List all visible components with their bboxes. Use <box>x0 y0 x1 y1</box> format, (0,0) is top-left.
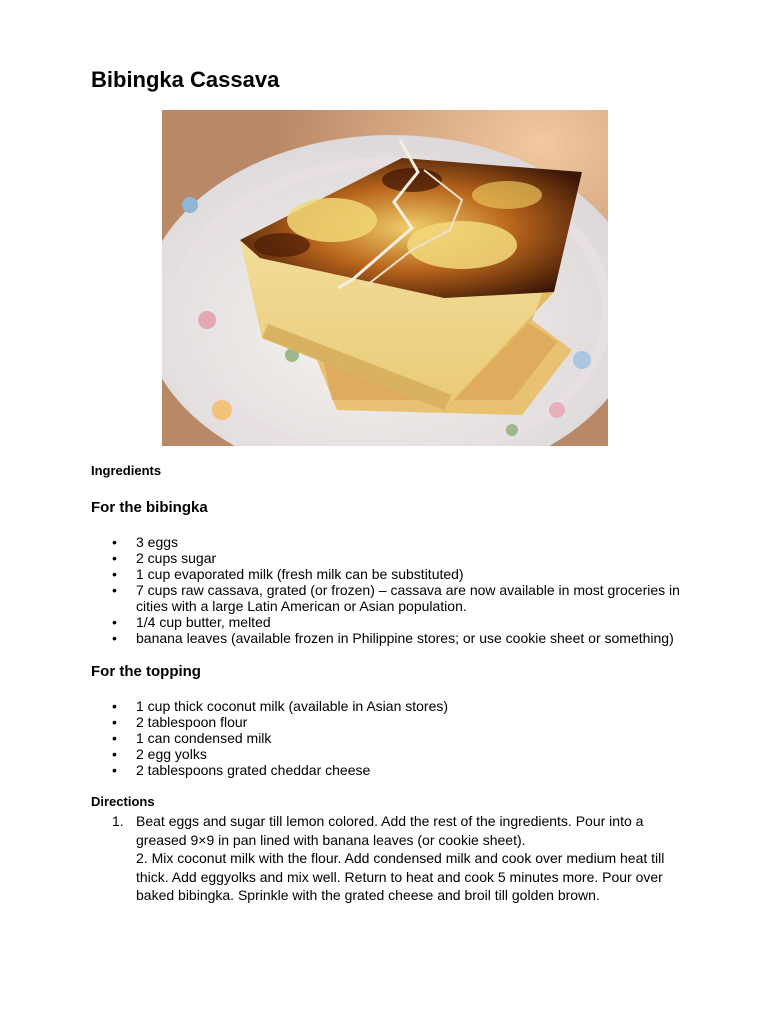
list-item: • 2 egg yolks <box>112 746 702 762</box>
list-item: • 1 cup thick coconut milk (available in Asian stores) <box>112 698 702 714</box>
list-item: • 2 cups sugar <box>112 550 702 566</box>
bibingka-photo <box>162 110 608 446</box>
list-item: • 1 cup evaporated milk (fresh milk can be substituted) <box>112 566 702 582</box>
page-title: Bibingka Cassava <box>91 67 280 92</box>
ingredients-heading: Ingredients <box>91 463 162 478</box>
list-item: • 1 can condensed milk <box>112 730 702 746</box>
topping-heading: For the topping <box>91 663 201 680</box>
bibingka-heading: For the bibingka <box>91 499 208 516</box>
directions-heading: Directions <box>91 794 155 809</box>
step-number: 1. <box>112 813 124 829</box>
list-item: • 2 tablespoon flour <box>112 714 702 730</box>
step-2-text: 2. Mix coconut milk with the flour. Add condensed milk and cook over medium heat till thick. Add eggyolks and mix well. Return to heat and cook 5 minutes more. Pour over baked bibingka. Sprinkle with the grated cheese and broil till golden brown. <box>136 850 665 903</box>
bibingka-ingredient-list <box>112 534 702 646</box>
list-item: • 3 eggs <box>112 534 702 550</box>
list-item: • banana leaves (available frozen in Philippine stores; or use cookie sheet or something) <box>112 630 702 646</box>
list-item: • 7 cups raw cassava, grated (or frozen) – cassava are now available in most groceries in cities with a large Latin American or Asian population. <box>112 582 702 614</box>
list-item: • 2 tablespoons grated cheddar cheese <box>112 762 702 778</box>
direction-step <box>136 812 672 905</box>
step-1-text: Beat eggs and sugar till lemon colored. Add the rest of the ingredients. Pour into a greased 9×9 in pan lined with banana leaves (or cookie sheet). <box>136 813 644 848</box>
list-item: • 1/4 cup butter, melted <box>112 614 702 630</box>
topping-ingredient-list <box>112 698 702 778</box>
